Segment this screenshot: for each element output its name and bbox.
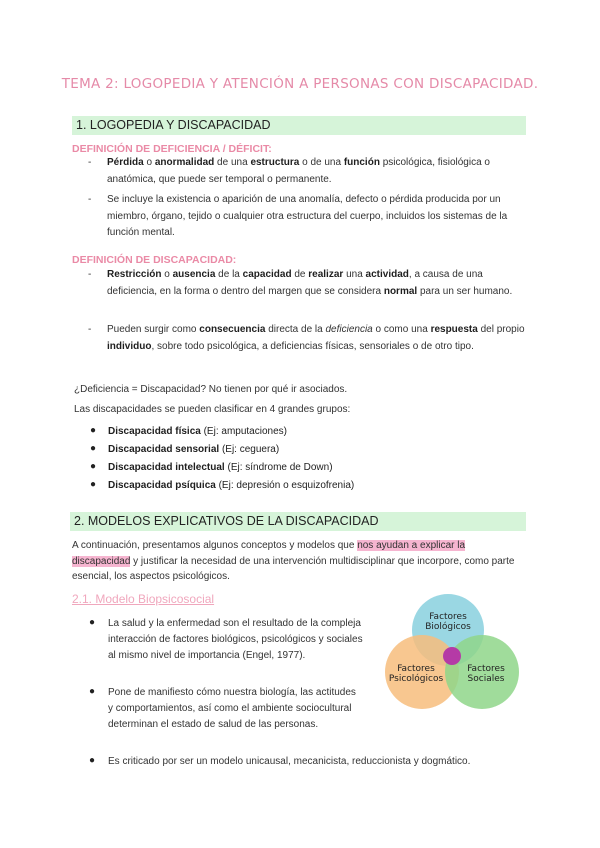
subsection-biopsychosocial-link[interactable]: 2.1. Modelo Biopsicosocial	[72, 592, 215, 606]
group-example: (Ej: amputaciones)	[200, 426, 287, 437]
question-line: ¿Deficiencia = Discapacidad? No tienen por qué ir asociados.	[74, 384, 348, 395]
bullet-icon: ●	[89, 755, 96, 766]
term-funcion: función	[343, 157, 380, 168]
term-respuesta: respuesta	[430, 324, 478, 335]
text-span: de una	[214, 157, 251, 168]
text-span: Pueden surgir como	[107, 324, 200, 335]
section-2-heading: 2. MODELOS EXPLICATIVOS DE LA DISCAPACIDAD	[70, 512, 526, 531]
model-bullet-3: Es criticado por ser un modelo unicausal, mecanicista, reduccionista y dogmático.	[108, 756, 471, 767]
dash-marker: -	[88, 269, 92, 280]
deficiency-paragraph-1	[107, 155, 527, 188]
soc-label-2: Sociales	[467, 674, 505, 684]
bullet-icon: ●	[89, 686, 96, 697]
bullet-icon: ●	[89, 617, 96, 628]
term-anormalidad: anormalidad	[154, 157, 215, 168]
term-actividad: actividad	[365, 269, 409, 280]
definition-deficiency-title: DEFINICIÓN DE DEFICIENCIA / DÉFICIT:	[72, 143, 272, 155]
group-name: Discapacidad física	[108, 426, 201, 437]
deficiency-paragraph-2: Se incluye la existencia o aparición de una anomalía, defecto o pérdida producida por un miembro, órgano, tejido o cualquier otra estructura del cuerpo, incluidos los sistemas de la función mental.	[107, 194, 508, 238]
highlighted-text: discapacidad	[72, 555, 131, 567]
text-span: y justificar la necesidad de una intervención multidisciplinar que incorpore, como parte esencial, los aspectos psicológicos.	[72, 555, 515, 582]
bullet-icon: ●	[90, 461, 97, 472]
disability-paragraph-1	[107, 267, 527, 300]
soc-label-1: Factores	[467, 664, 505, 674]
text-span: directa de la	[265, 324, 326, 335]
disability-paragraph-2	[107, 322, 527, 355]
text-span: una	[343, 269, 366, 280]
bullet-icon: ●	[90, 425, 97, 436]
text-span: , a causa de una deficiencia, en la forma o dentro del margen que se considera	[107, 269, 483, 297]
term-normal: normal	[383, 285, 418, 297]
definition-disability-title: DEFINICIÓN DE DISCAPACIDAD:	[72, 254, 237, 266]
section-2-intro	[72, 538, 527, 585]
document-title: TEMA 2: LOGOPEDIA Y ATENCIÓN A PERSONAS CON DISCAPACIDAD.	[61, 76, 539, 92]
text-span: de la	[215, 269, 243, 280]
list-item	[108, 462, 333, 473]
term-capacidad: capacidad	[242, 269, 292, 280]
bio-label-1: Factores	[429, 612, 467, 622]
term-estructura: estructura	[250, 157, 300, 168]
text-span: psicológica, fisiológica o anatómica, que puede ser temporal o permanente.	[107, 157, 490, 185]
term-ausencia: ausencia	[172, 269, 216, 280]
term-restriccion: Restricción	[107, 269, 162, 280]
model-bullet-2: Pone de manifiesto cómo nuestra biología, las actitudes y comportamientos, así como el ambiente sociocultural determinan el estado de salud de las personas.	[108, 687, 356, 730]
groups-intro: Las discapacidades se pueden clasificar en 4 grandes grupos:	[74, 404, 351, 415]
biopsychosocial-venn-diagram	[382, 594, 522, 714]
list-item	[108, 444, 279, 455]
bullet-icon: ●	[90, 479, 97, 490]
section-1-heading: 1. LOGOPEDIA Y DISCAPACIDAD	[72, 116, 526, 135]
group-name: Discapacidad sensorial	[108, 444, 220, 455]
bio-label-2: Biológicos	[425, 622, 471, 632]
center-dot	[443, 647, 461, 665]
dash-marker: -	[88, 324, 92, 335]
list-item	[108, 426, 287, 437]
list-item	[108, 480, 354, 491]
psy-label-2: Psicológicos	[388, 674, 444, 684]
bullet-icon: ●	[90, 443, 97, 454]
text-span: o	[143, 157, 155, 168]
text-span: o de una	[299, 157, 344, 168]
group-example: (Ej: depresión o esquizofrenia)	[215, 480, 355, 491]
group-name: Discapacidad intelectual	[108, 462, 225, 473]
term-deficiencia: deficiencia	[325, 324, 373, 335]
dash-marker: -	[88, 194, 92, 205]
text-span: o	[161, 269, 173, 280]
term-realizar: realizar	[308, 269, 344, 280]
dash-marker: -	[88, 157, 92, 168]
text-span: del propio	[477, 324, 525, 335]
highlighted-text: nos ayudan a explicar la	[357, 540, 466, 551]
group-name: Discapacidad psíquica	[108, 480, 216, 491]
text-span: o como una	[372, 324, 431, 335]
text-span: A continuación, presentamos algunos conceptos y modelos que	[72, 540, 358, 551]
psy-label-1: Factores	[397, 664, 435, 674]
text-span: de	[291, 269, 309, 280]
group-example: (Ej: ceguera)	[219, 444, 280, 455]
group-example: (Ej: síndrome de Down)	[224, 462, 333, 473]
text-span: para un ser humano.	[417, 285, 513, 297]
term-individuo: individuo	[107, 340, 152, 352]
term-consecuencia: consecuencia	[199, 324, 266, 335]
model-bullet-1: La salud y la enfermedad son el resultado de la compleja interacción de factores biológicos, psicológicos y sociales al mismo nivel de importancia (Engel, 1977).	[108, 618, 363, 661]
term-perdida: Pérdida	[107, 157, 144, 168]
text-span: , sobre todo psicológica, a deficiencias físicas, sensoriales o de otro tipo.	[151, 340, 474, 352]
